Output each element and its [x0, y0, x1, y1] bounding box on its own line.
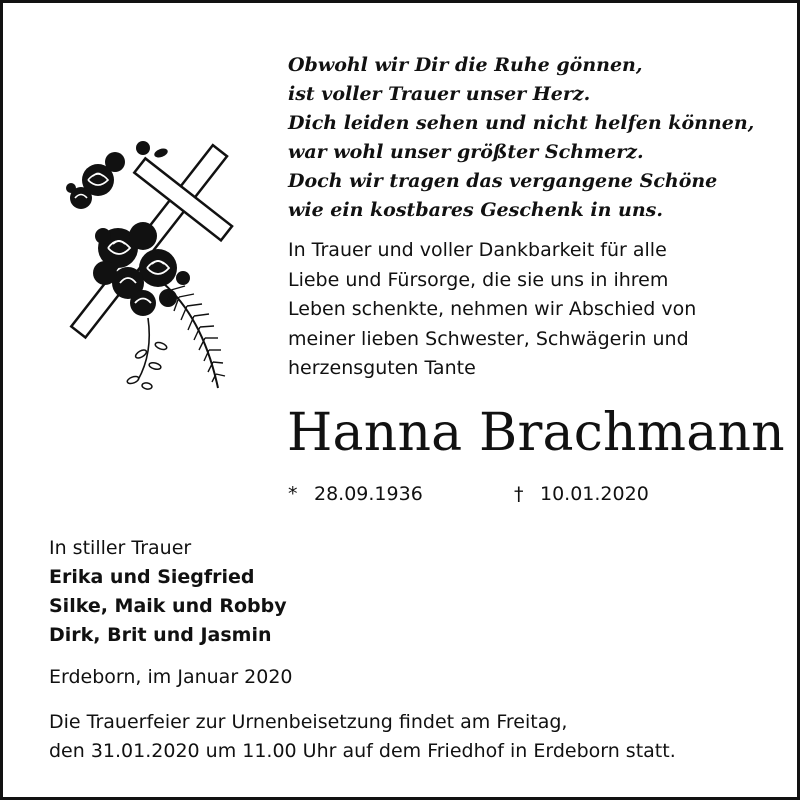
intro-line: Liebe und Fürsorge, die sie uns in ihrem: [288, 268, 669, 291]
memorial-poem: [288, 51, 788, 225]
birth-star-icon: *: [288, 483, 298, 505]
poem-line: wie ein kostbares Geschenk in uns.: [288, 199, 663, 221]
funeral-line: den 31.01.2020 um 11.00 Uhr auf dem Friedhof in Erdeborn statt.: [49, 740, 676, 762]
intro-line: In Trauer und voller Dankbarkeit für alle: [288, 239, 667, 261]
poem-line: war wohl unser größter Schmerz.: [288, 141, 644, 163]
deceased-name: Hanna Brachmann: [287, 403, 785, 463]
death-cross-icon: †: [514, 483, 524, 505]
death-date: [514, 480, 649, 508]
mourners-heading: In stiller Trauer: [49, 537, 192, 559]
intro-line: meiner lieben Schwester, Schwägerin und: [288, 327, 689, 350]
place-and-date: Erdeborn, im Januar 2020: [49, 666, 293, 688]
intro-text: [288, 236, 788, 384]
funeral-line: Die Trauerfeier zur Urnenbeisetzung findet am Freitag,: [49, 711, 568, 733]
mourner-name: Silke, Maik und Robby: [49, 595, 287, 617]
funeral-info: [49, 708, 769, 766]
cross-with-roses-icon: [43, 118, 253, 408]
intro-line: Leben schenkte, nehmen wir Abschied von: [288, 298, 697, 320]
birth-date-value: 28.09.1936: [314, 483, 423, 505]
poem-line: ist voller Trauer unser Herz.: [288, 83, 591, 105]
mourners-block: [49, 534, 649, 650]
mourner-name: Erika und Siegfried: [49, 566, 255, 588]
mourner-name: Dirk, Brit und Jasmin: [49, 624, 272, 646]
poem-line: Doch wir tragen das vergangene Schöne: [288, 170, 718, 192]
poem-line: Obwohl wir Dir die Ruhe gönnen,: [288, 54, 643, 76]
birth-date: [288, 480, 423, 508]
intro-line: herzensguten Tante: [288, 357, 476, 379]
poem-line: Dich leiden sehen und nicht helfen können,: [288, 112, 755, 134]
death-date-value: 10.01.2020: [540, 483, 649, 505]
life-dates: [288, 480, 788, 510]
